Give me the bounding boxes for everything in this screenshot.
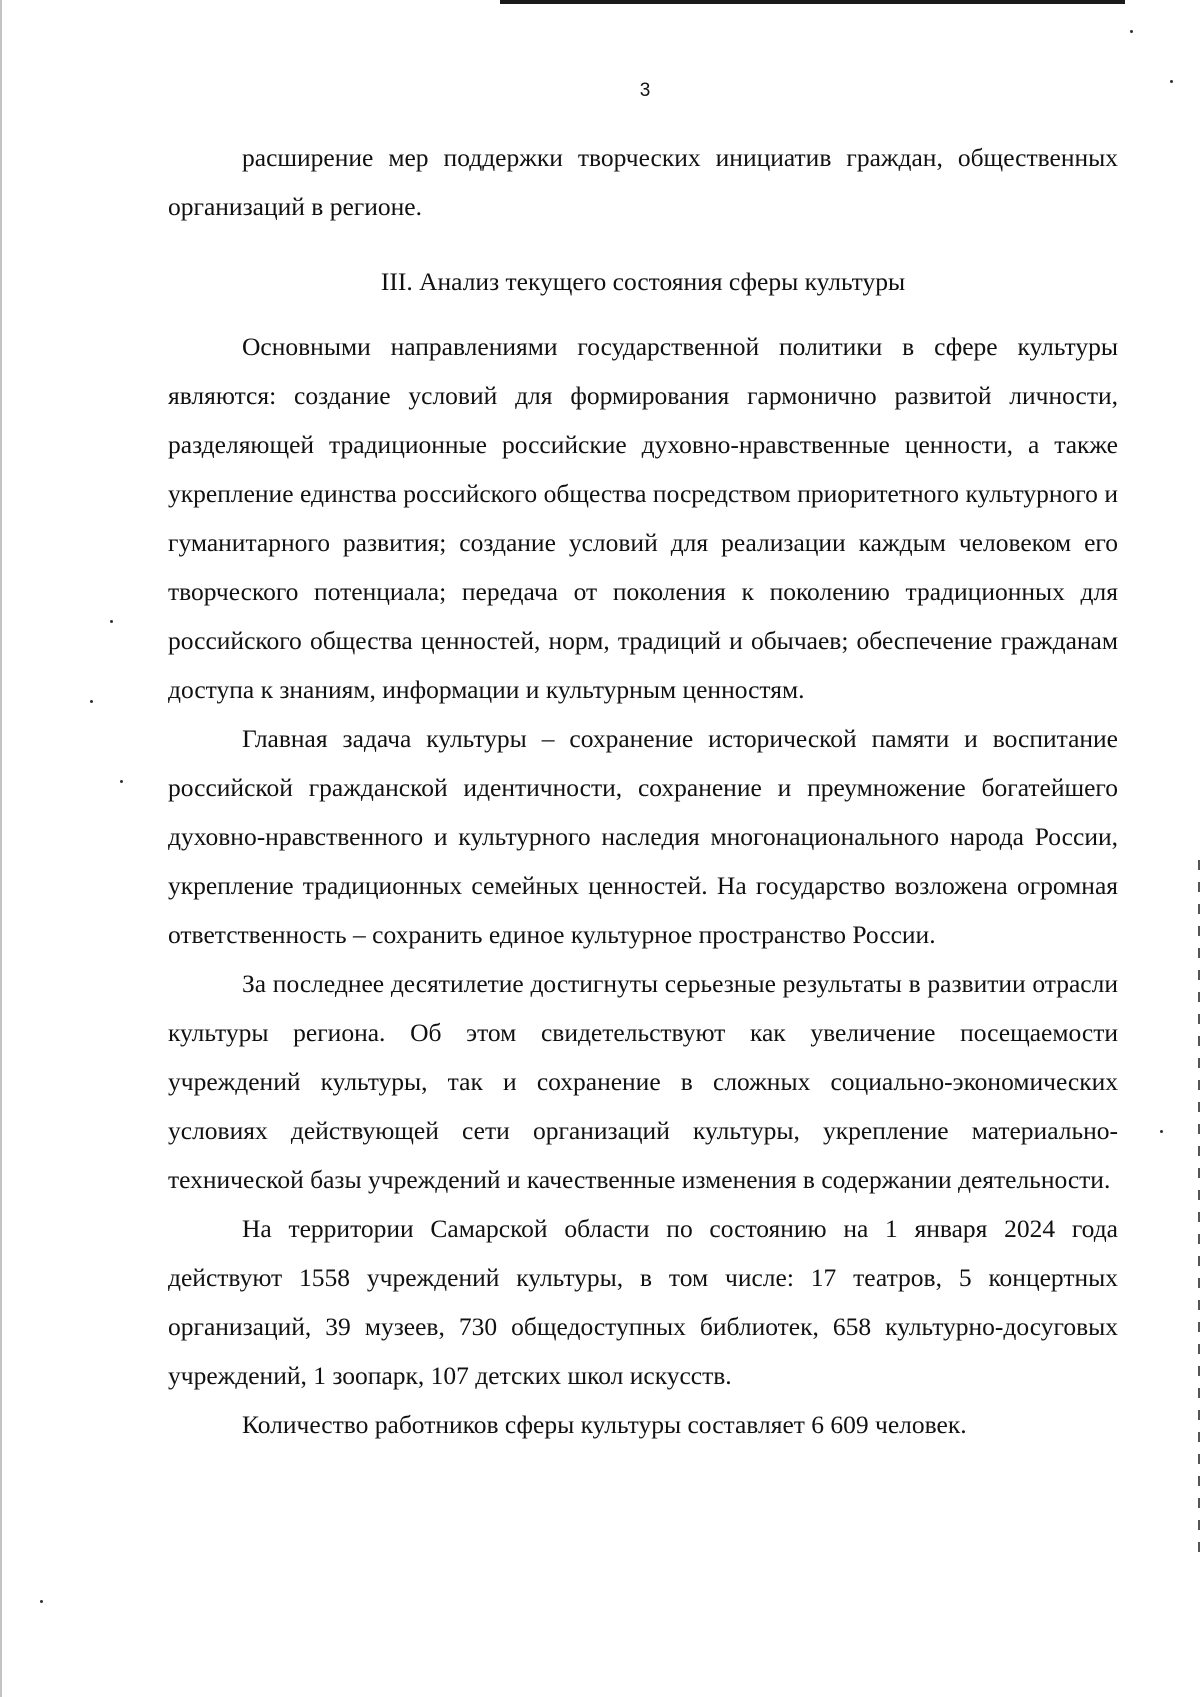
section-title: III. Анализ текущего состояния сферы культуры [380,267,906,296]
scan-speck [1130,30,1133,33]
scan-top-rule [500,0,1125,4]
paragraph-intro-continuation: расширение мер поддержки творческих инициатив граждан, общественных организаций в регионе. [168,143,1118,221]
paragraph-institutions: На территории Самарской области по состоянию на 1 января 2024 года действуют 1558 учреждений культуры, в том числе: 17 театров, 5 концертных организаций, 39 музеев, 730 общедоступных библиотек, 658 культурно-досуговых учреждений, 1 зоопарк, 107 детских школ искусств. [168,1214,1118,1390]
document-body [168,133,1118,1449]
scan-speck [40,1600,43,1603]
paragraph-policy-directions: Основными направлениями государственной политики в сфере культуры являются: создание условий для формирования гармонично развитой личности, разделяющей традиционные российские духовно-нравственные ценности, а также укрепление единства российского общества посредством приоритетного культурного и гуманитарного развития; создание условий для реализации каждым человеком его творческого потенциала; передача от поколения к поколению традиционных для российского общества ценностей, норм, традиций и обычаев; обеспечение гражданам доступа к знаниям, информации и культурным ценностям. [168,332,1118,704]
scan-speck [110,620,113,623]
scan-left-edge [0,0,2,1697]
page-number: 3 [639,80,651,101]
paragraph-main-task: Главная задача культуры – сохранение исторической памяти и воспитание российской гражданской идентичности, сохранение и преумножение богатейшего духовно-нравственного и культурного наследия многонационального народа России, укрепление традиционных семейных ценностей. На государство возложена огромная ответственность – сохранить единое культурное пространство России. [168,724,1118,949]
scan-speck [120,780,123,783]
scan-speck [90,700,93,703]
paragraph-workers: Количество работников сферы культуры составляет 6 609 человек. [242,1410,967,1439]
scan-speck [1160,1130,1163,1133]
paragraph-results: За последнее десятилетие достигнуты серьезные результаты в развитии отрасли культуры региона. Об этом свидетельствуют как увеличение посещаемости учреждений культуры, так и сохранение в сложных социально-экономических условиях действующей сети организаций культуры, укрепление материально-технической базы учреждений и качественные изменения в содержании деятельности. [168,969,1118,1194]
